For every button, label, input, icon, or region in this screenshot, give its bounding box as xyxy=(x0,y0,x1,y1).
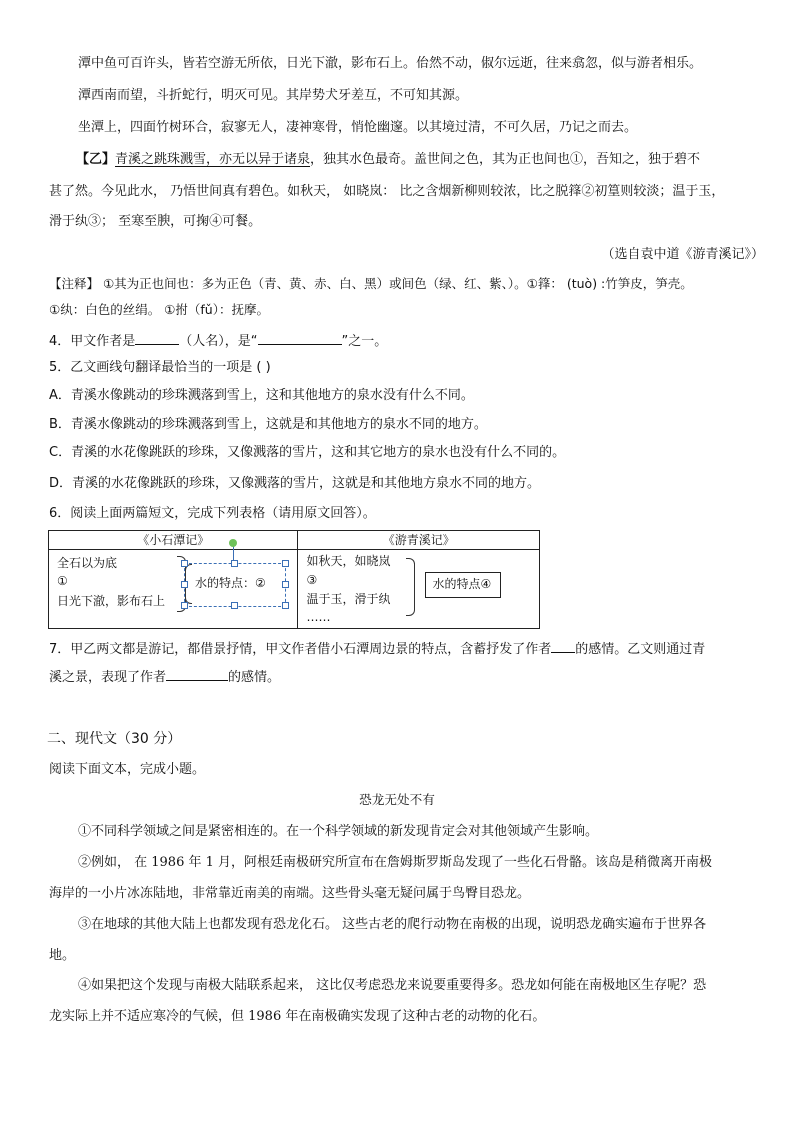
resize-handle[interactable] xyxy=(181,602,188,609)
paragraph-4-rest: ，独其水色最奇。盖世间之色，其为正也间也①，吾知之，独于碧不 xyxy=(310,152,701,167)
q4-prefix: 4．甲文作者是 xyxy=(49,334,136,349)
q7-blank-2[interactable] xyxy=(166,666,228,681)
article-paragraph-2: ②例如， 在 1986 年 1 月，阿根廷南极研究所宣布在詹姆斯罗斯岛发现了一些化石骨骼。该岛是稍微离开南极 xyxy=(78,855,713,870)
question-7-line-2 xyxy=(49,666,280,688)
q7-middle: 的感情。乙文则通过青 xyxy=(575,642,706,657)
q4-group-blank[interactable] xyxy=(258,330,342,345)
article-paragraph-1: ①不同科学领域之间是紧密相连的。在一个科学领域的新发现肯定会对其他领域产生影响。 xyxy=(78,824,599,839)
article-paragraph-2-cont: 海岸的一小片冰冻陆地，非常靠近南美的南端。这些骨头毫无疑问属于鸟臀目恐龙。 xyxy=(49,886,531,901)
underlined-sentence: 青溪之跳珠溅雪，亦无以异于诸泉 xyxy=(115,152,311,167)
resize-handle[interactable] xyxy=(231,602,238,609)
table-header-right: 《游青溪记》 xyxy=(298,531,540,550)
classical-paragraph-1: 潭中鱼可百许头，皆若空游无所依，日光下澈，影布石上。佁然不动，俶尔远逝，往来翕忽，似与游者相乐。 xyxy=(78,56,703,71)
question-4 xyxy=(49,330,387,352)
q7-blank-1[interactable] xyxy=(551,638,575,653)
section-heading: 二、现代文（30 分） xyxy=(47,731,182,747)
right-brace xyxy=(406,558,415,616)
resize-handle[interactable] xyxy=(231,560,238,567)
reading-instruction: 阅读下面文本，完成小题。 xyxy=(49,762,206,777)
resize-handle[interactable] xyxy=(282,581,289,588)
passage-b-tag: 【乙】 xyxy=(76,152,116,167)
classical-paragraph-6: 滑于纨③； 至寒至腴，可掬④可餐。 xyxy=(49,214,262,229)
answer-text-box[interactable] xyxy=(184,563,286,607)
table-cell-left xyxy=(49,550,298,629)
right-line-3: 温于玉，滑于纨 xyxy=(306,592,391,606)
article-paragraph-4: ④如果把这个发现与南极大陆联系起来， 这比仅考虑恐龙来说要重要得多。恐龙如何能在南极地区生存呢？恐 xyxy=(78,978,707,993)
resize-handle[interactable] xyxy=(181,581,188,588)
left-box-label: 水的特点：② xyxy=(195,576,266,590)
option-a: A．青溪水像跳动的珍珠溅落到雪上，这和其他地方的泉水没有什么不同。 xyxy=(49,388,474,403)
classical-paragraph-5: 甚了然。今见此水， 乃悟世间真有碧色。如秋天， 如晓岚： 比之含烟新柳则较浓，比之脱箨②初篁则较淡；温于玉， xyxy=(49,184,725,199)
right-box-label: 水的特点④ xyxy=(432,577,492,591)
q4-suffix: ”之一。 xyxy=(341,334,388,349)
right-line-1: 如秋天，如晓岚 xyxy=(306,554,391,568)
question-5: 5．乙文画线句翻译最恰当的一项是 ( ) xyxy=(49,360,271,375)
rotate-handle-icon[interactable] xyxy=(229,539,237,547)
q4-author-blank[interactable] xyxy=(135,330,179,345)
option-b: B．青溪水像跳动的珍珠溅落到雪上，这就是和其他地方的泉水不同的地方。 xyxy=(49,417,487,432)
resize-handle[interactable] xyxy=(181,560,188,567)
left-line-1: 全石以为底 xyxy=(57,556,118,570)
notes-line-1: 【注释】 ①其为正也间也：多为正色（青、黄、赤、白、黑）或间色（绿、红、紫、）。①箨： (tuò) :竹笋皮，笋壳。 xyxy=(49,276,693,291)
classical-paragraph-4 xyxy=(76,150,700,170)
source-citation: （选自袁中道《游青溪记》） xyxy=(601,247,764,262)
q7-prefix: 7．甲乙两文都是游记，都借景抒情，甲文作者借小石潭周边景的特点，含蓄抒发了作者 xyxy=(49,642,552,657)
question-6: 6．阅读上面两篇短文，完成下列表格（请用原文回答）。 xyxy=(49,506,376,521)
classical-paragraph-2: 潭西南而望，斗折蛇行，明灭可见。其岸势犬牙差互，不可知其源。 xyxy=(78,88,469,103)
article-paragraph-3: ③在地球的其他大陆上也都发现有恐龙化石。 这些古老的爬行动物在南极的出现，说明恐龙确实遍布于世界各 xyxy=(78,917,707,932)
table-cell-right xyxy=(298,550,540,629)
question-7-line-1 xyxy=(49,638,705,660)
table-header-left: 《小石潭记》 xyxy=(49,531,298,550)
option-c: C．青溪的水花像跳跃的珍珠，又像溅落的雪片，这和其它地方的泉水也没有什么不同的。 xyxy=(49,445,566,460)
resize-handle[interactable] xyxy=(282,560,289,567)
left-line-2: ① xyxy=(57,574,68,588)
right-line-4: …… xyxy=(306,610,331,624)
article-paragraph-4-cont: 龙实际上并不适应寒冷的气候，但 1986 年在南极确实发现了这种古老的动物的化石。 xyxy=(49,1009,546,1024)
option-d: D．青溪的水花像跳跃的珍珠，又像溅落的雪片，这就是和其他地方泉水不同的地方。 xyxy=(49,476,541,491)
resize-handle[interactable] xyxy=(282,602,289,609)
article-paragraph-3-cont: 地。 xyxy=(49,948,76,963)
q4-middle: （人名），是“ xyxy=(179,334,258,349)
right-line-2: ③ xyxy=(306,573,318,587)
q7-suffix: 的感情。 xyxy=(228,670,281,685)
classical-paragraph-3: 坐潭上，四面竹树环合，寂寥无人，凄神寒骨，悄怆幽邃。以其境过清，不可久居，乃记之而去。 xyxy=(78,120,638,135)
left-line-3: 日光下澈，影布石上 xyxy=(57,594,166,608)
comparison-table xyxy=(48,530,540,629)
q7-line2-prefix: 溪之景，表现了作者 xyxy=(49,670,167,685)
notes-line-2: ①纨：白色的丝绢。 ①拊（fǔ）：抚摩。 xyxy=(49,302,269,317)
article-title: 恐龙无处不有 xyxy=(359,792,435,807)
right-answer-box[interactable] xyxy=(425,572,501,598)
